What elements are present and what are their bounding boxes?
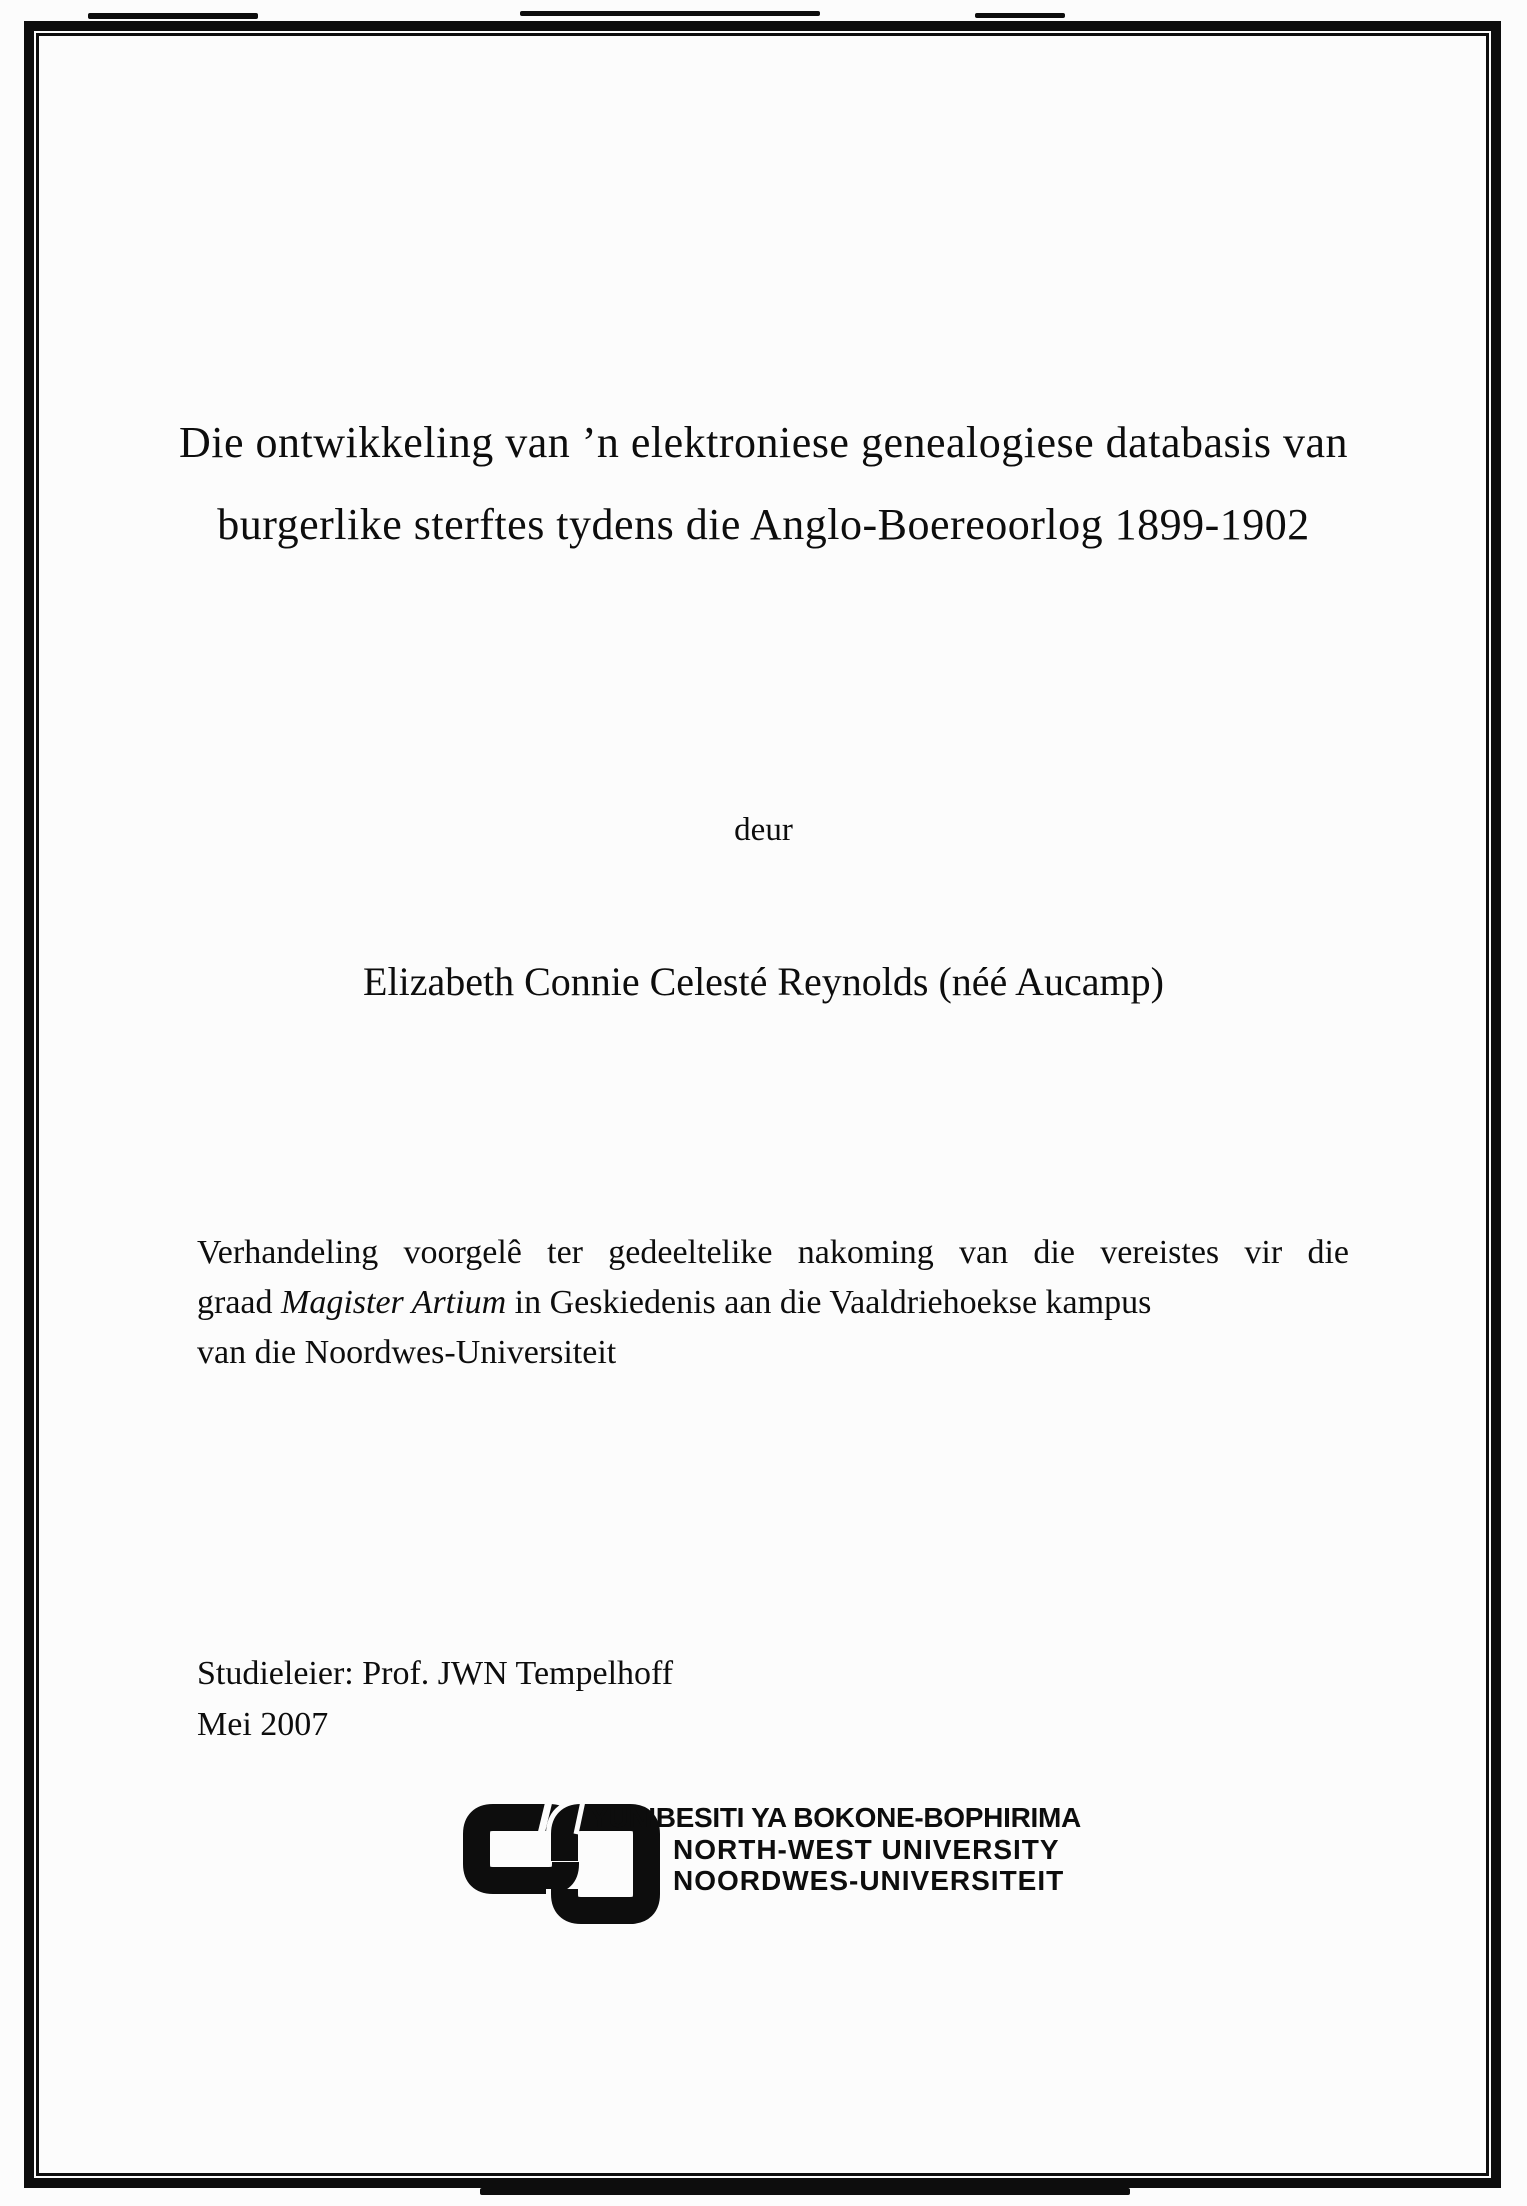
scan-artifact [975, 13, 1065, 18]
supervisor-block [197, 1648, 673, 1750]
logo-text-english: NORTH-WEST UNIVERSITY [673, 1833, 1060, 1865]
date-line: Mei 2007 [197, 1706, 329, 1743]
degree-name-italic: Magister Artium [281, 1284, 507, 1321]
scan-artifact [88, 13, 258, 19]
byline: deur [734, 812, 793, 848]
logo-text-setswana: YUNIBESITI YA BOKONE-BOPHIRIMA [590, 1802, 1081, 1833]
university-logo [459, 1800, 1119, 1945]
degree-statement-line1: Verhandeling voorgelê ter gedeeltelike nakoming van die vereistes vir die [197, 1234, 1349, 1271]
thesis-title [100, 402, 1427, 566]
thesis-title-line1: Die ontwikkeling van ’n elektroniese genealogiese databasis van [178, 418, 1348, 467]
author-name: Elizabeth Connie Celesté Reynolds (néé Aucamp) [363, 959, 1164, 1004]
thesis-title-line2: burgerlike sterftes tydens die Anglo-Boereoorlog 1899-1902 [217, 500, 1310, 549]
university-logo-text [590, 1802, 1081, 1897]
degree-statement-line3: van die Noordwes-Universiteit [197, 1334, 617, 1371]
degree-statement-line2 [197, 1278, 1349, 1328]
degree-statement [197, 1228, 1349, 1378]
scan-artifact [520, 11, 820, 16]
supervisor-line: Studieleier: Prof. JWN Tempelhoff [197, 1655, 674, 1692]
degree-statement-line2-before: graad [197, 1284, 282, 1321]
logo-text-afrikaans: NOORDWES-UNIVERSITEIT [673, 1865, 1065, 1896]
scan-artifact [480, 2188, 1130, 2195]
degree-statement-line2-after: in Geskiedenis aan die Vaaldriehoekse kampus [506, 1284, 1152, 1321]
